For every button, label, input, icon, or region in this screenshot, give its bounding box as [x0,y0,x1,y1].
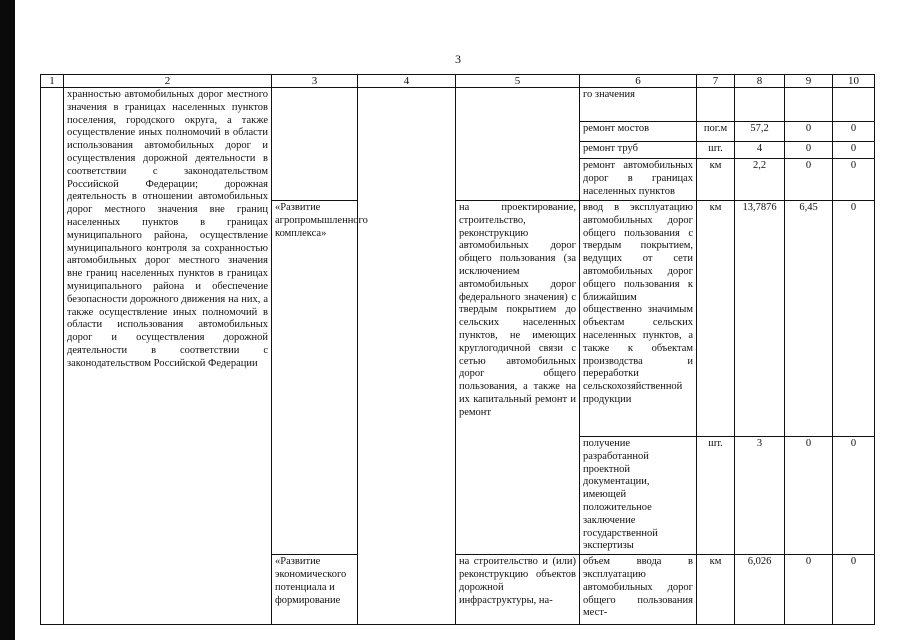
value-cell-9: 0 [785,122,833,142]
value-cell-10: 0 [833,437,875,555]
unit-cell: шт. [697,437,735,555]
header-cell-3: 3 [272,75,358,88]
value-cell-8: 3 [735,437,785,555]
program-table [40,74,875,625]
unit-cell: км [697,201,735,437]
value-cell-9: 0 [785,555,833,625]
value-cell-9 [785,88,833,122]
indicator-cell: ремонт мостов [580,122,697,142]
header-cell-8: 8 [735,75,785,88]
value-cell-9: 0 [785,142,833,159]
value-cell-9: 0 [785,437,833,555]
unit-cell: пог.м [697,122,735,142]
indicator-cell: объем ввода в эксплуатацию автомобильных дорог общего пользования мест- [580,555,697,625]
value-cell-9: 6,45 [785,201,833,437]
purpose-cell: на строительство и (или) реконструкцию объектов дорожной инфраструктуры, на- [456,555,580,625]
value-cell-10: 0 [833,159,875,201]
value-cell-10: 0 [833,142,875,159]
task-description-cell: хранностью автомобильных дорог местного значения в границах населенных пунктов поселения, городского округа, а также осуществление иных полномочий в области использования автомобильных дорог и осуществления дорожной деятельности в соответствии с законодательством Российской Федерации; дорожная деятельность в отношении автомобильных дорог местного значения вне границ населенных пунктов в границах муниципального района, осуществление муниципального контроля за сохранностью автомобильных дорог местного значения вне границ населенных пунктов в границах муниципального района и обеспечение безопасности дорожного движения на них, а также осуществление иных полномочий в области использования автомобильных дорог и осуществления дорожной деятельности в соответствии с законодательством Российской Федерации [64,88,272,625]
header-row [41,75,875,88]
header-cell-4: 4 [358,75,456,88]
program-cell: «Развитие экономического потенциала и формирование [272,555,358,625]
header-cell-2: 2 [64,75,272,88]
unit-cell: шт. [697,142,735,159]
cell-col4 [358,88,456,625]
program-cell: «Развитие агропромышленного комплекса» [272,201,358,555]
value-cell-8: 2,2 [735,159,785,201]
indicator-cell: ремонт автомобильных дорог в границах населенных пунктов [580,159,697,201]
unit-cell: км [697,159,735,201]
cell-col1 [41,88,64,625]
indicator-cell: ремонт труб [580,142,697,159]
indicator-cell: получение разработанной проектной документации, имеющей положительное заключение государственной экспертизы [580,437,697,555]
indicator-cell: го значения [580,88,697,122]
value-cell-9: 0 [785,159,833,201]
indicator-cell: ввод в эксплуатацию автомобильных дорог общего пользования с твердым покрытием, ведущих от сети автомобильных дорог общего пользования к ближайшим общественно значимым объектам сельских населенных пунктов, а также к объектам производства и переработки сельскохозяйственной продукции [580,201,697,437]
value-cell-8 [735,88,785,122]
value-cell-8: 13,7876 [735,201,785,437]
unit-cell [697,88,735,122]
table-row [41,88,875,122]
header-cell-7: 7 [697,75,735,88]
value-cell-8: 4 [735,142,785,159]
page-number: 3 [455,52,461,66]
header-cell-9: 9 [785,75,833,88]
scan-edge-bar [0,0,15,640]
value-cell-10: 0 [833,201,875,437]
value-cell-10: 0 [833,122,875,142]
value-cell-10 [833,88,875,122]
purpose-cell [456,88,580,201]
program-table-container [40,74,874,619]
unit-cell: км [697,555,735,625]
header-cell-5: 5 [456,75,580,88]
value-cell-8: 57,2 [735,122,785,142]
header-cell-10: 10 [833,75,875,88]
value-cell-8: 6,026 [735,555,785,625]
header-cell-1: 1 [41,75,64,88]
value-cell-10: 0 [833,555,875,625]
purpose-cell: на проектирование, строительство, реконструкцию автомобильных дорог общего пользования (за исключением автомобильных дорог федерального значения) с твердым покрытием до сельских населенных пунктов, не имеющих круглогодичной связи с сетью автомобильных дорог общего пользования, а также на их капитальный ремонт и ремонт [456,201,580,555]
header-cell-6: 6 [580,75,697,88]
program-cell [272,88,358,201]
